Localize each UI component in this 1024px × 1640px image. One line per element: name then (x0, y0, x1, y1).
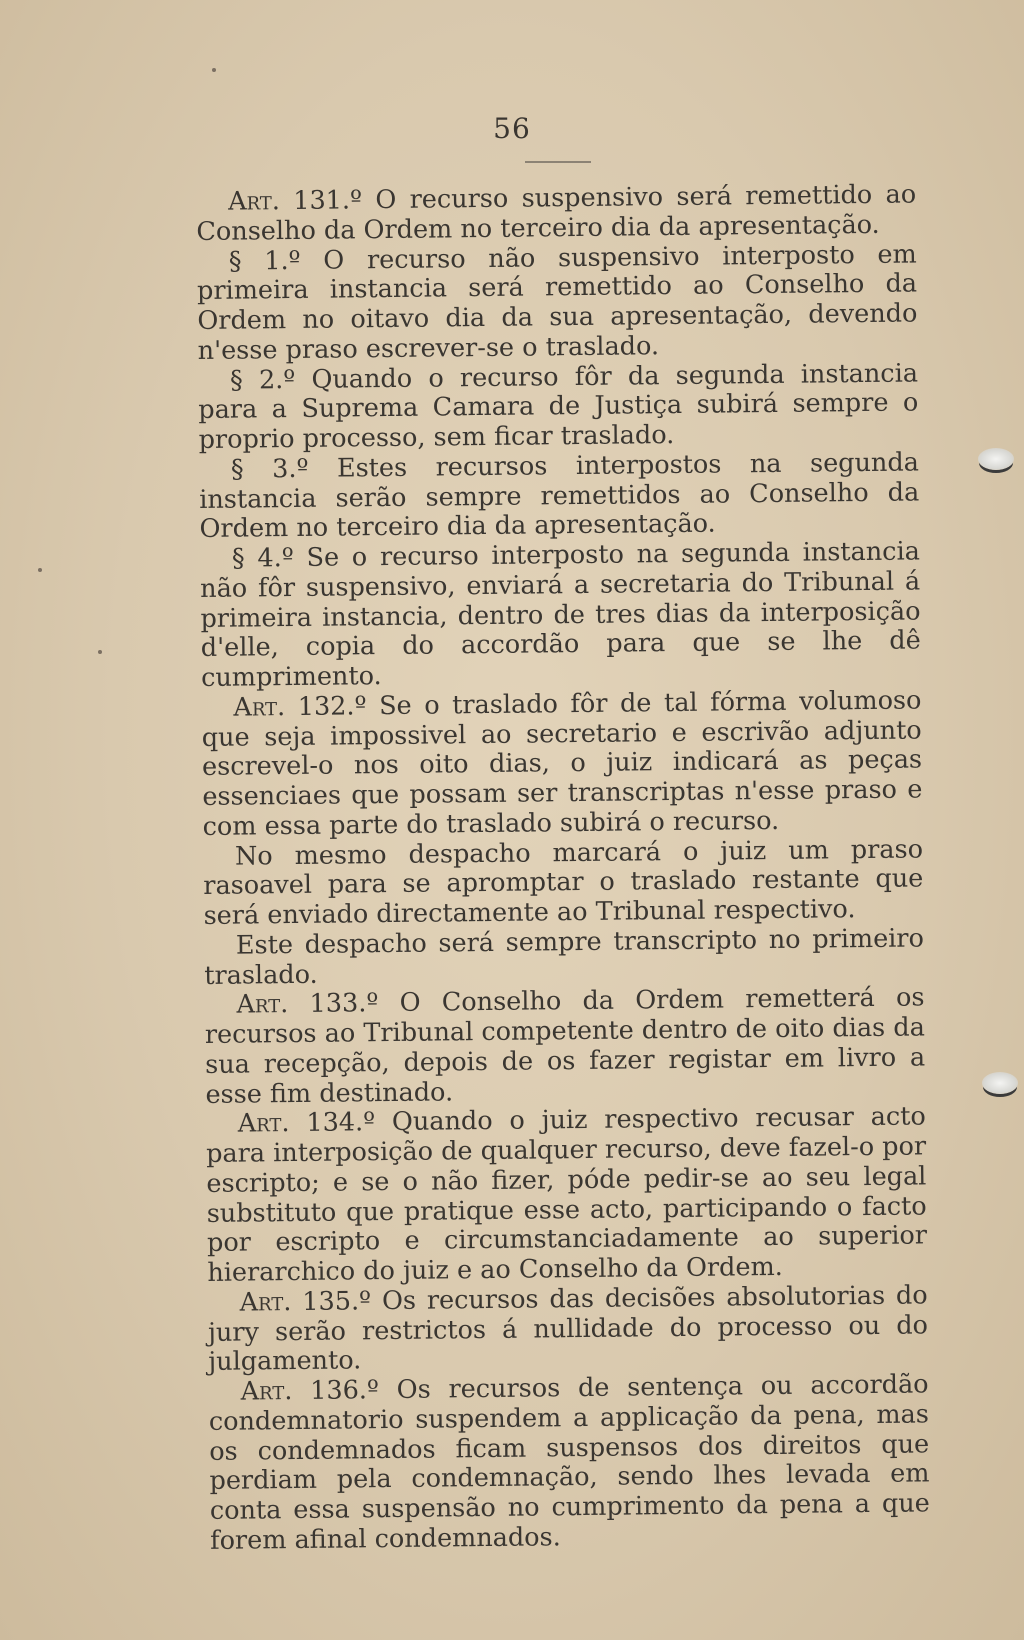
paragraph: Art. 134.º Quando o juiz respectivo recusar acto para interposição de qualquer recurso, deve fazel-o por escripto; e se o não fizer, póde pedir-se ao seu legal substituto que pratique esse acto, participando o facto por escripto e circumstanciadamente ao superior hierarchico do juiz e ao Conselho da Ordem. (205, 1101, 928, 1288)
paragraph: Art. 136.º Os recursos de sentença ou accordão condemnatorio suspendem a applicação da pena, mas os condemnados ficam suspensos dos direitos que perdiam pela condemnação, sendo lhes levada em conta essa suspensão no cumprimento da pena a que forem afinal condemnados. (208, 1369, 930, 1556)
paragraph: § 4.º Se o recurso interposto na segunda instancia não fôr suspensivo, enviará a secretaria do Tribunal á primeira instancia, dentro de tres dias da interposição d'elle, copia do accordão para que se lhe dê cumprimento. (200, 536, 921, 693)
paper-speck (212, 68, 216, 72)
paragraph: § 3.º Estes recursos interpostos na segunda instancia serão sempre remettidos ao Conselho da Ordem no terceiro dia da apresentação. (199, 447, 920, 545)
paragraph: § 1.º O recurso não suspensivo interposto em primeira instancia será remettido ao Conselho da Ordem no oitavo dia da sua apresentação, devendo n'esse praso escrever-se o traslado. (196, 238, 918, 366)
paper-speck (38, 568, 42, 572)
paper-speck (98, 650, 102, 654)
page-number: 56 (493, 112, 531, 145)
paragraph: Art. 135.º Os recursos das decisões absolutorias do jury serão restrictos á nullidade do processo ou do julgamento. (207, 1280, 929, 1378)
paragraph: Art. 131.º O recurso suspensivo será remettido ao Conselho da Ordem no terceiro dia da apresentação. (196, 179, 917, 247)
paragraph: Este despacho será sempre transcripto no primeiro traslado. (204, 923, 925, 991)
paragraph: No mesmo despacho marcará o juiz um praso rasoavel para se apromptar o traslado restante que será enviado directamente ao Tribunal respectivo. (203, 833, 924, 931)
paper-blemish (982, 1072, 1018, 1094)
paper-blemish (978, 448, 1014, 470)
ornament-rule (525, 161, 591, 163)
paragraph: Art. 133.º O Conselho da Ordem remetterá os recursos ao Tribunal competente dentro de oito dias da sua recepção, depois de os fazer registar em livro a esse fim destinado. (204, 982, 926, 1110)
paragraph: § 2.º Quando o recurso fôr da segunda instancia para a Suprema Camara de Justiça subirá sempre o proprio processo, sem ficar traslado. (198, 357, 919, 455)
body-text (196, 180, 930, 1556)
paragraph: Art. 132.º Se o traslado fôr de tal fórma volumoso que seja impossivel ao secretario e escrivão adjunto escrevel-o nos oito dias, o juiz indicará as peças essenciaes que possam ser transcriptas n'esse praso e com essa parte do traslado subirá o recurso. (201, 685, 923, 842)
